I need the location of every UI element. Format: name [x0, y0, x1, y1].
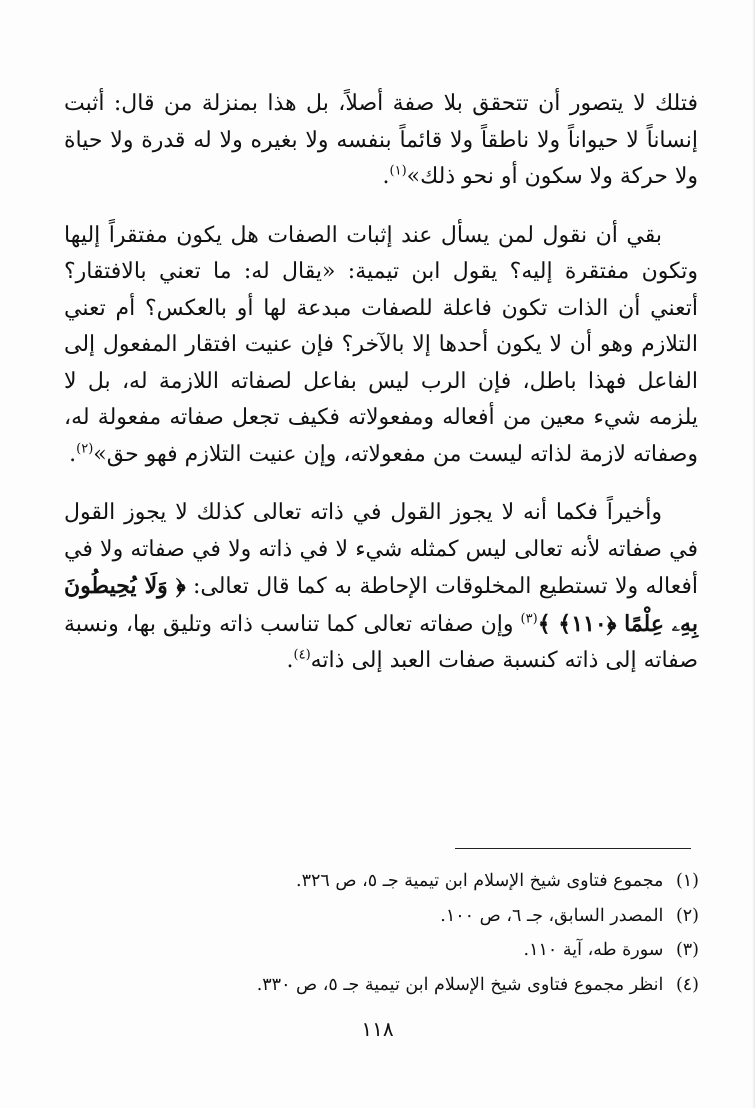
footnote-ref[interactable]: (٢): [76, 441, 94, 457]
footnote-ref[interactable]: (٣): [520, 611, 538, 627]
punctuation: .: [69, 441, 77, 467]
footnote-item: [79, 899, 699, 934]
main-text: [64, 86, 698, 702]
footnote-ref[interactable]: (٤): [293, 647, 311, 663]
footnote-item: [79, 968, 699, 1003]
paragraph-text: فتلك لا يتصور أن تتحقق بلا صفة أصلاً، بل هذا بمنزلة من قال: أثبت إنساناً لا حيواناً ولا ناطقاً ولا قائماً بنفسه ولا بغيره ولا له قدرة ولا حياة ولا حركة ولا سكون أو نحو ذلك»: [64, 91, 698, 189]
footnote-text: مجموع فتاوى شيخ الإسلام ابن تيمية جـ ٥، ص ٣٢٦.: [296, 871, 664, 891]
paragraph-text: وأخيراً فكما أنه لا يجوز القول في ذاته تعالى كذلك لا يجوز القول في صفاته لأنه تعالى ليس كمثله شيء لا في ذاته ولا في صفاته ولا في أفعاله ولا تستطيع المخلوقات الإحاطة به كما قال تعالى:: [64, 500, 698, 599]
paragraph-text: بقي أن نقول لمن يسأل عند إثبات الصفات هل يكون مفتقراً إليها وتكون مفتقرة إليه؟ يقول ابن تيمية: «يقال له: ما تعني بالافتقار؟ أتعني أن الذات تكون فاعلة للصفات مبدعة لها أو بالعكس؟ أم تعني التلازم وهو أن لا يكون أحدها إلا بالآخر؟ فإن عنيت افتقار المفعول إلى الفاعل فهذا باطل، فإن الرب ليس بفاعل لصفاته اللازمة له، بل لا يلزمه شيء معين من أفعاله ومفعولاته فكيف تجعل صفاته مفعولة له، وصفاته لازمة لذاته ليست من مفعولاته، وإن عنيت التلازم فهو حق»: [64, 222, 698, 467]
footnote-number: (٣): [675, 940, 699, 960]
footnote-text: انظر مجموع فتاوى شيخ الإسلام ابن تيمية جـ ٥، ص ٣٣٠.: [256, 974, 664, 995]
punctuation: .: [382, 164, 390, 189]
footnote-number: (٢): [675, 905, 699, 926]
footnote-item: [79, 933, 699, 968]
paragraph-text-continued: وإن صفاته تعالى كما تناسب ذاته وتليق بها، ونسبة صفاته إلى ذاته كنسبة صفات العبد إلى ذاته: [64, 611, 698, 673]
footnote-item: [79, 864, 699, 899]
punctuation: .: [286, 648, 294, 673]
footnote-number: (٤): [675, 974, 699, 995]
page-number: ١١٨: [361, 1017, 394, 1041]
footnote-text: سورة طه، آية ١١٠.: [523, 940, 664, 960]
footnote-number: (١): [675, 871, 699, 891]
paragraph-3: [64, 495, 698, 680]
paragraph-1: [64, 86, 698, 196]
footnote-text: المصدر السابق، جـ ٦، ص ١٠٠.: [440, 905, 664, 926]
footnote-separator: [455, 848, 691, 849]
quran-verse: ﴿ وَلَا يُحِيطُونَ بِهِۦ عِلْمًا ﴿١١٠﴾ ﴾: [64, 573, 698, 637]
paragraph-2: [64, 218, 698, 474]
footnote-ref[interactable]: (١): [389, 163, 407, 179]
footnotes-list: [79, 864, 699, 1002]
